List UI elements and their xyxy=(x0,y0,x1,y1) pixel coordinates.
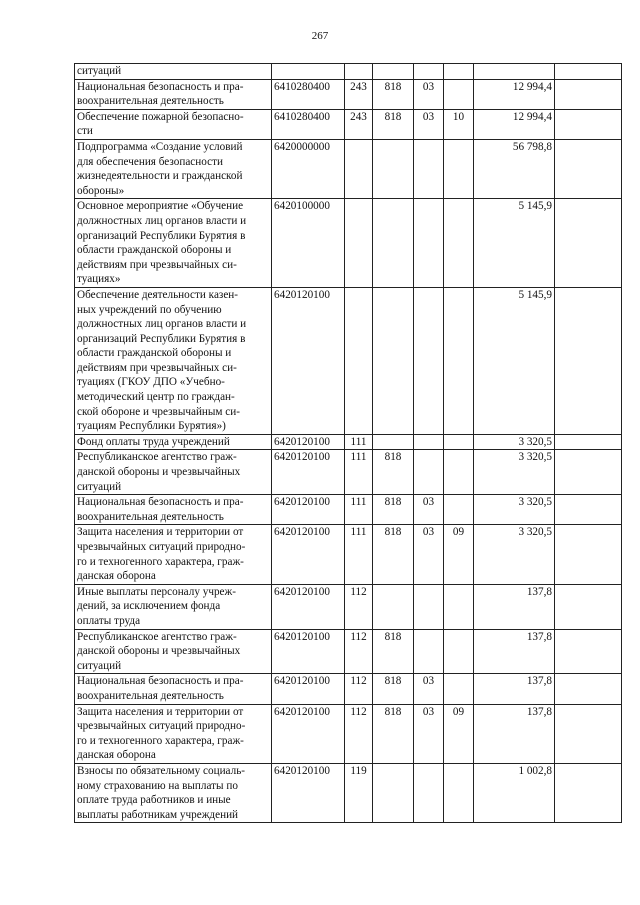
amount-cell: 12 994,4 xyxy=(474,79,555,109)
section-cell: 03 xyxy=(414,495,444,525)
item-name-cell xyxy=(75,629,272,674)
expense-type-cell xyxy=(345,287,373,434)
section-cell xyxy=(414,287,444,434)
item-name-line: Фонд оплаты труда учреждений xyxy=(77,435,230,448)
item-name-cell xyxy=(75,450,272,495)
section-cell xyxy=(414,629,444,674)
item-name-cell xyxy=(75,287,272,434)
administrator-code-cell xyxy=(373,584,414,629)
table-row xyxy=(75,79,622,109)
subsection-cell: 10 xyxy=(444,109,474,139)
item-name-line: го и техногенного характера, граж- xyxy=(77,734,244,747)
item-name-line: обороны» xyxy=(77,184,125,197)
subsection-cell xyxy=(444,629,474,674)
table-row xyxy=(75,450,622,495)
item-name-cell xyxy=(75,704,272,763)
item-name-line: данская оборона xyxy=(77,749,156,762)
amount-cell: 1 002,8 xyxy=(474,763,555,822)
item-name-line: го и техногенного характера, граж- xyxy=(77,555,244,568)
item-name-line: Обеспечение пожарной безопасно- xyxy=(77,110,244,123)
item-name-line: Подпрограмма «Создание условий xyxy=(77,140,243,153)
amount-cell: 137,8 xyxy=(474,584,555,629)
amount-cell xyxy=(474,64,555,80)
table-row xyxy=(75,763,622,822)
administrator-code-cell xyxy=(373,763,414,822)
item-name-cell xyxy=(75,199,272,288)
item-name-line: области гражданской обороны и xyxy=(77,347,232,360)
section-cell xyxy=(414,64,444,80)
expense-type-cell: 111 xyxy=(345,495,373,525)
subsection-cell xyxy=(444,79,474,109)
administrator-code-cell: 818 xyxy=(373,109,414,139)
item-name-line: ному страхованию на выплаты по xyxy=(77,779,238,792)
subsection-cell xyxy=(444,139,474,198)
item-name-line: дений, за исключением фонда xyxy=(77,600,221,613)
item-name-cell xyxy=(75,139,272,198)
item-name-line: Основное мероприятие «Обучение xyxy=(77,200,244,213)
expense-type-cell: 111 xyxy=(345,450,373,495)
item-name-line: туациях» xyxy=(77,273,121,286)
table-row xyxy=(75,139,622,198)
section-cell xyxy=(414,199,444,288)
item-name-line: Республиканское агентство граж- xyxy=(77,451,237,464)
subsection-cell xyxy=(444,495,474,525)
extra-cell xyxy=(555,109,622,139)
amount-cell: 5 145,9 xyxy=(474,199,555,288)
target-article-cell: 6420120100 xyxy=(272,584,345,629)
target-article-cell: 6420000000 xyxy=(272,139,345,198)
target-article-cell: 6420120100 xyxy=(272,674,345,704)
subsection-cell xyxy=(444,674,474,704)
item-name-line: данской обороны и чрезвычайных xyxy=(77,466,241,479)
section-cell: 03 xyxy=(414,704,444,763)
item-name-line: области гражданской обороны и xyxy=(77,244,232,257)
table-row xyxy=(75,495,622,525)
item-name-line: Национальная безопасность и пра- xyxy=(77,496,244,509)
section-cell xyxy=(414,139,444,198)
administrator-code-cell: 818 xyxy=(373,704,414,763)
item-name-line: данской обороны и чрезвычайных xyxy=(77,645,241,658)
administrator-code-cell: 818 xyxy=(373,450,414,495)
extra-cell xyxy=(555,674,622,704)
section-cell xyxy=(414,434,444,450)
item-name-cell xyxy=(75,763,272,822)
administrator-code-cell: 818 xyxy=(373,629,414,674)
item-name-line: Взносы по обязательному социаль- xyxy=(77,764,246,777)
amount-cell: 3 320,5 xyxy=(474,450,555,495)
extra-cell xyxy=(555,763,622,822)
item-name-cell xyxy=(75,495,272,525)
extra-cell xyxy=(555,434,622,450)
item-name-line: должностных лиц органов власти и xyxy=(77,214,247,227)
item-name-cell xyxy=(75,584,272,629)
target-article-cell: 6410280400 xyxy=(272,79,345,109)
target-article-cell: 6420120100 xyxy=(272,704,345,763)
expense-type-cell: 112 xyxy=(345,584,373,629)
item-name-line: выплаты работникам учреждений xyxy=(77,808,239,821)
amount-cell: 137,8 xyxy=(474,704,555,763)
item-name-cell xyxy=(75,64,272,80)
item-name-line: данская оборона xyxy=(77,570,156,583)
table-row xyxy=(75,674,622,704)
subsection-cell xyxy=(444,199,474,288)
item-name-line: действиям при чрезвычайных си- xyxy=(77,258,237,271)
extra-cell xyxy=(555,629,622,674)
item-name-line: действиям при чрезвычайных си- xyxy=(77,361,237,374)
amount-cell: 3 320,5 xyxy=(474,495,555,525)
table-row xyxy=(75,525,622,584)
item-name-line: Республиканское агентство граж- xyxy=(77,630,237,643)
page-number: 267 xyxy=(311,30,329,42)
item-name-line: Национальная безопасность и пра- xyxy=(77,80,244,93)
expense-type-cell: 112 xyxy=(345,629,373,674)
section-cell xyxy=(414,450,444,495)
item-name-line: организаций Республики Бурятия в xyxy=(77,229,246,242)
budget-table xyxy=(74,63,622,823)
expense-type-cell xyxy=(345,139,373,198)
section-cell: 03 xyxy=(414,109,444,139)
table-row xyxy=(75,704,622,763)
item-name-line: воохранительная деятельность xyxy=(77,510,224,523)
table-body xyxy=(75,64,622,823)
expense-type-cell: 112 xyxy=(345,674,373,704)
target-article-cell xyxy=(272,64,345,80)
section-cell: 03 xyxy=(414,525,444,584)
item-name-line: ситуаций xyxy=(77,659,122,672)
administrator-code-cell xyxy=(373,64,414,80)
subsection-cell xyxy=(444,450,474,495)
extra-cell xyxy=(555,287,622,434)
item-name-line: воохранительная деятельность xyxy=(77,95,224,108)
expense-type-cell: 119 xyxy=(345,763,373,822)
extra-cell xyxy=(555,450,622,495)
item-name-cell xyxy=(75,674,272,704)
item-name-line: чрезвычайных ситуаций природно- xyxy=(77,541,246,553)
extra-cell xyxy=(555,704,622,763)
target-article-cell: 6410280400 xyxy=(272,109,345,139)
extra-cell xyxy=(555,199,622,288)
item-name-cell xyxy=(75,109,272,139)
item-name-line: Обеспечение деятельности казен- xyxy=(77,288,239,301)
subsection-cell xyxy=(444,584,474,629)
item-name-line: должностных лиц органов власти и xyxy=(77,318,247,331)
administrator-code-cell xyxy=(373,139,414,198)
table-row xyxy=(75,287,622,434)
item-name-line: воохранительная деятельность xyxy=(77,689,224,702)
target-article-cell: 6420120100 xyxy=(272,434,345,450)
table-row xyxy=(75,434,622,450)
expense-type-cell: 111 xyxy=(345,434,373,450)
target-article-cell: 6420120100 xyxy=(272,450,345,495)
amount-cell: 3 320,5 xyxy=(474,525,555,584)
table-row xyxy=(75,629,622,674)
administrator-code-cell xyxy=(373,287,414,434)
target-article-cell: 6420120100 xyxy=(272,629,345,674)
section-cell: 03 xyxy=(414,79,444,109)
administrator-code-cell: 818 xyxy=(373,525,414,584)
extra-cell xyxy=(555,79,622,109)
subsection-cell: 09 xyxy=(444,704,474,763)
table-row xyxy=(75,199,622,288)
section-cell: 03 xyxy=(414,674,444,704)
amount-cell: 3 320,5 xyxy=(474,434,555,450)
item-name-line: туациям Республики Бурятия») xyxy=(77,420,226,433)
item-name-cell xyxy=(75,525,272,584)
item-name-line: ных учреждений по обучению xyxy=(77,303,222,316)
item-name-line: для обеспечения безопасности xyxy=(77,155,223,168)
target-article-cell: 6420100000 xyxy=(272,199,345,288)
item-name-line: организаций Республики Бурятия в xyxy=(77,332,246,345)
expense-type-cell xyxy=(345,199,373,288)
expense-type-cell: 112 xyxy=(345,704,373,763)
item-name-line: ской обороне и чрезвычайным си- xyxy=(77,405,240,418)
item-name-line: методический центр по граждан- xyxy=(77,391,235,404)
item-name-line: ситуаций xyxy=(77,480,122,493)
administrator-code-cell: 818 xyxy=(373,495,414,525)
expense-type-cell: 243 xyxy=(345,79,373,109)
extra-cell xyxy=(555,139,622,198)
subsection-cell: 09 xyxy=(444,525,474,584)
item-name-line: оплаты труда xyxy=(77,614,141,627)
table-row xyxy=(75,109,622,139)
administrator-code-cell: 818 xyxy=(373,674,414,704)
subsection-cell xyxy=(444,434,474,450)
item-name-cell xyxy=(75,434,272,450)
item-name-cell xyxy=(75,79,272,109)
item-name-line: оплате труда работников и иные xyxy=(77,794,231,807)
subsection-cell xyxy=(444,64,474,80)
section-cell xyxy=(414,763,444,822)
administrator-code-cell xyxy=(373,199,414,288)
item-name-line: жизнедеятельности и гражданской xyxy=(77,170,243,183)
item-name-line: туациях (ГКОУ ДПО «Учебно- xyxy=(77,376,225,389)
subsection-cell xyxy=(444,763,474,822)
amount-cell: 137,8 xyxy=(474,629,555,674)
item-name-line: сти xyxy=(77,125,93,138)
target-article-cell: 6420120100 xyxy=(272,495,345,525)
target-article-cell: 6420120100 xyxy=(272,525,345,584)
administrator-code-cell: 818 xyxy=(373,79,414,109)
subsection-cell xyxy=(444,287,474,434)
extra-cell xyxy=(555,584,622,629)
item-name-line: ситуаций xyxy=(77,65,122,77)
amount-cell: 12 994,4 xyxy=(474,109,555,139)
table-row xyxy=(75,64,622,80)
extra-cell xyxy=(555,64,622,80)
section-cell xyxy=(414,584,444,629)
amount-cell: 5 145,9 xyxy=(474,287,555,434)
expense-type-cell xyxy=(345,64,373,80)
target-article-cell: 6420120100 xyxy=(272,763,345,822)
item-name-line: Национальная безопасность и пра- xyxy=(77,675,244,688)
extra-cell xyxy=(555,525,622,584)
administrator-code-cell xyxy=(373,434,414,450)
item-name-line: Защита населения и территории от xyxy=(77,526,244,539)
amount-cell: 56 798,8 xyxy=(474,139,555,198)
table-row xyxy=(75,584,622,629)
item-name-line: Иные выплаты персоналу учреж- xyxy=(77,585,236,598)
amount-cell: 137,8 xyxy=(474,674,555,704)
expense-type-cell: 111 xyxy=(345,525,373,584)
item-name-line: Защита населения и территории от xyxy=(77,705,244,718)
target-article-cell: 6420120100 xyxy=(272,287,345,434)
extra-cell xyxy=(555,495,622,525)
expense-type-cell: 243 xyxy=(345,109,373,139)
item-name-line: чрезвычайных ситуаций природно- xyxy=(77,720,246,733)
